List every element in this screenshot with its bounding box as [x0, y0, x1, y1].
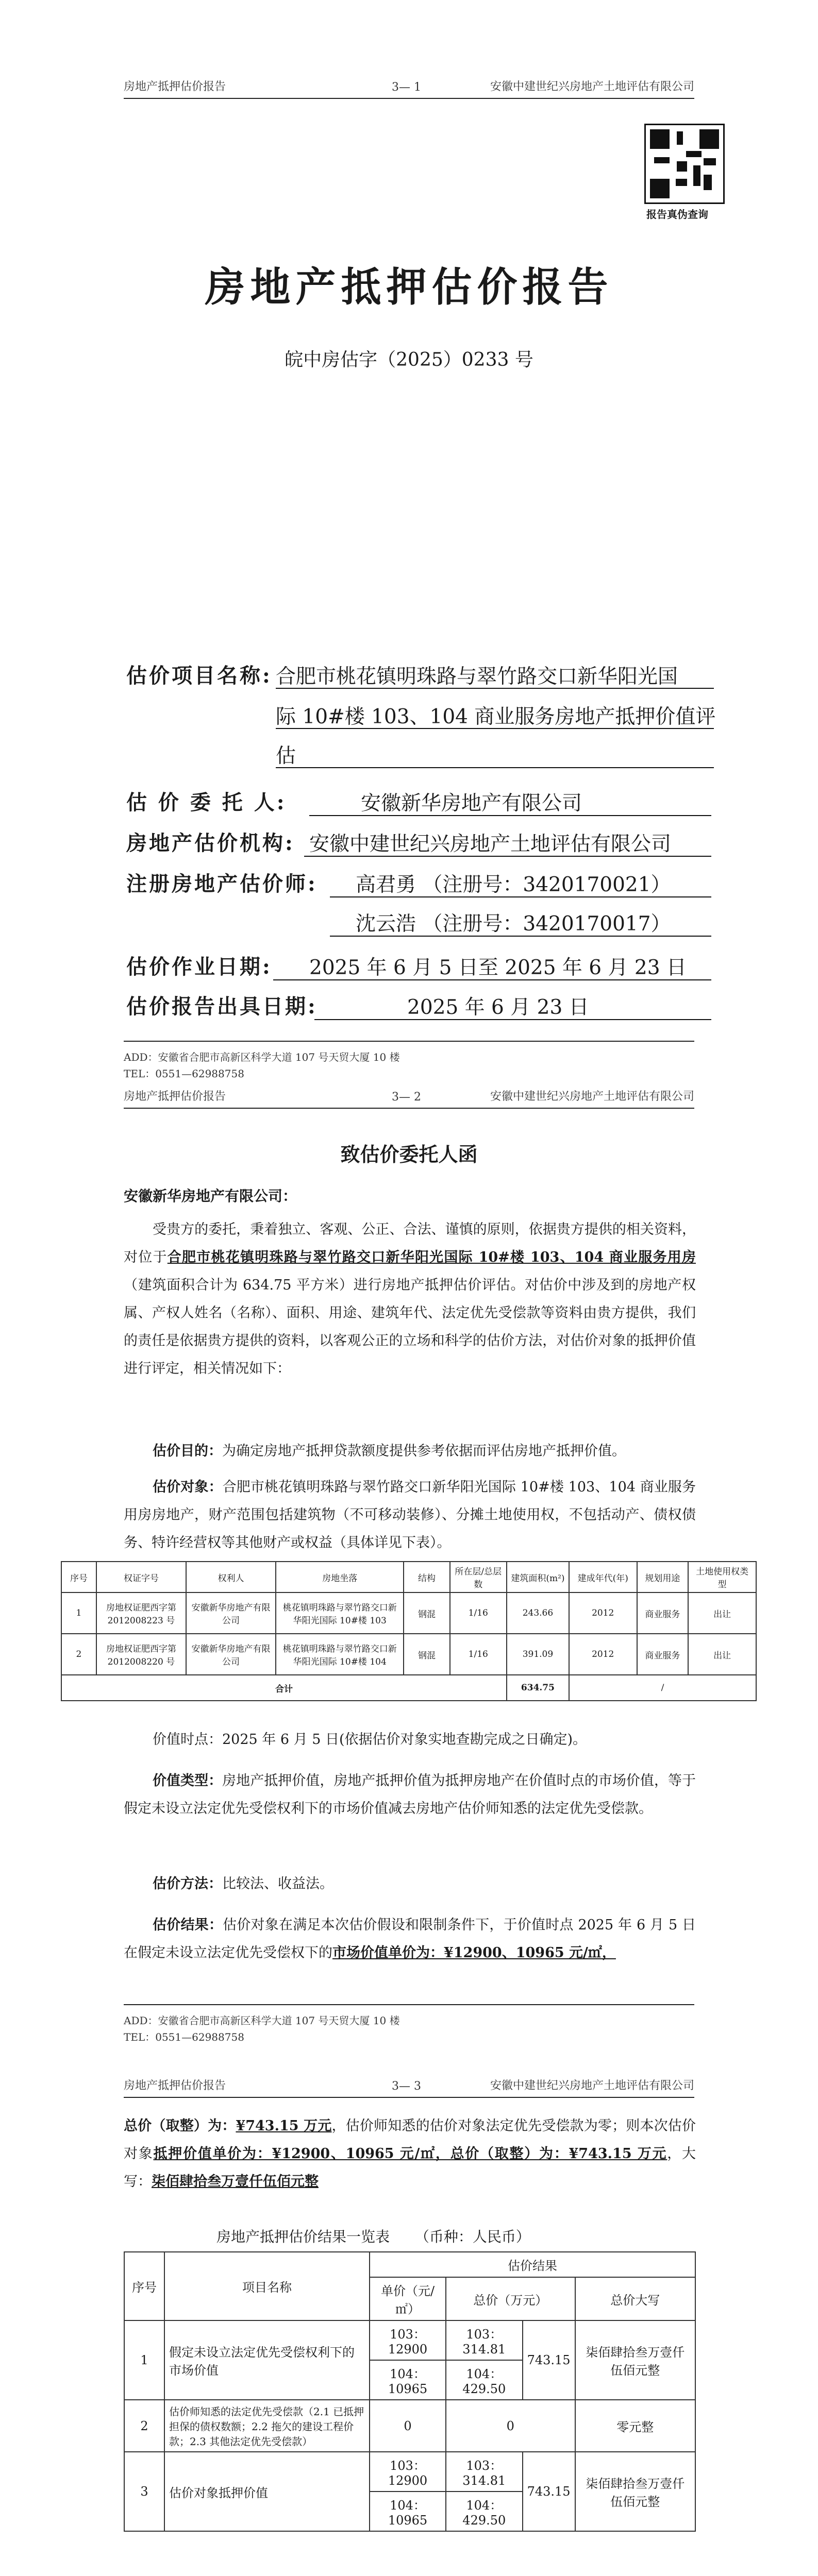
value-date-text: 价值时点：2025 年 6 月 5 日(依据估价对象实地查勘完成之日确定)。 [153, 1732, 587, 1748]
result-unit-price: 市场价值单价为：¥12900、10965 元/㎡， [332, 1945, 616, 1961]
cell: 桃花镇明珠路与翠竹路交口新华阳光国际 10#楼 104 [276, 1634, 404, 1675]
method-label: 估价方法： [153, 1876, 222, 1892]
result-table-unit: （币种：人民币） [414, 2228, 530, 2245]
th-structure: 结构 [404, 1562, 449, 1592]
underline [276, 767, 714, 768]
page-footer [124, 2004, 694, 2045]
cell: 2012 [569, 1592, 637, 1634]
value-type-label: 价值类型： [153, 1773, 223, 1789]
table-row [124, 2320, 695, 2400]
appraiser-1: 高君勇 （注册号：3420170021） [356, 873, 671, 896]
cell: 1 [61, 1592, 96, 1634]
underline [309, 815, 711, 816]
cell: 钢混 [404, 1592, 449, 1634]
total-caps: 柒佰肆拾叁万壹仟伍佰元整 [152, 2174, 319, 2190]
header-right: 安徽中建世纪兴房地产土地评估有限公司 [490, 1090, 694, 1103]
client-label: 估 价 委 托 人: [126, 790, 287, 815]
qr-caption: 报告真伪查询 [646, 208, 708, 221]
project-name-line2: 际 10#楼 103、104 商业服务房地产抵押价值评 [276, 705, 716, 728]
table-row [61, 1592, 756, 1634]
cell: 商业服务 [637, 1634, 689, 1675]
page-header [124, 1087, 694, 1109]
report-title: 房地产抵押估价报告 [205, 264, 613, 311]
th-area: 建筑面积(m²) [507, 1562, 569, 1592]
result-para [124, 1911, 696, 1967]
issue-date: 2025 年 6 月 23 日 [407, 996, 589, 1019]
cell: 1/16 [450, 1592, 507, 1634]
org-value: 安徽中建世纪兴房地产土地评估有限公司 [309, 833, 672, 856]
page-summary [0, 2076, 818, 2576]
object-para [124, 1473, 696, 1557]
page-header [124, 2076, 694, 2098]
project-name-line1: 合肥市桃花镇明珠路与翠竹路交口新华阳光国 [276, 665, 678, 688]
header-left: 房地产抵押估价报告 [124, 80, 226, 93]
th-use: 规划用途 [637, 1562, 689, 1592]
work-date: 2025 年 6 月 5 日至 2025 年 6 月 23 日 [309, 956, 687, 979]
value-type-text: 房地产抵押价值，房地产抵押价值为抵押房地产在价值时点的市场价值，等于假定未设立法定优先受偿权利下的市场价值减去房地产估价师知悉的法定优先受偿款。 [124, 1773, 696, 1817]
total-text: ，估价师知悉的估价对象法定优先受偿款为零；则本次估价对象 [124, 2118, 696, 2162]
cell: 商业服务 [637, 1592, 689, 1634]
appraiser-label: 注册房地产估价师: [126, 872, 318, 896]
cell: 391.09 [507, 1634, 569, 1675]
result-table [124, 2251, 696, 2532]
underline [304, 856, 711, 857]
th-cert: 权证字号 [96, 1562, 186, 1592]
th-caps: 总价大写 [575, 2277, 695, 2320]
th-year: 建成年代(年) [569, 1562, 637, 1592]
total-104: 104：429.50 [462, 2367, 506, 2396]
page-footer [124, 1041, 694, 1082]
cell-total-sum: 743.15 [523, 2452, 575, 2531]
cell-item: 假定未设立法定优先受偿权利下的市场价值 [164, 2320, 370, 2400]
cell-caps: 柒佰肆拾叁万壹仟伍佰元整 [575, 2452, 695, 2531]
client-value: 安徽新华房地产有限公司 [361, 792, 582, 815]
value-date-para [124, 1726, 696, 1754]
value-type-para [124, 1767, 696, 1823]
cell: 2 [61, 1634, 96, 1675]
table-row [124, 2400, 695, 2452]
th-total: 总价（万元） [446, 2277, 575, 2320]
property-table [61, 1561, 757, 1701]
cell-item: 估价师知悉的法定优先受偿款（2.1 已抵押担保的债权数额；2.2 拖欠的建设工程价款；2.3 其他法定优先受偿款） [164, 2400, 370, 2452]
qr-code-icon[interactable] [644, 124, 725, 204]
method-text: 比较法、收益法。 [222, 1876, 333, 1892]
object-label: 估价对象： [153, 1479, 223, 1495]
letter-addressee: 安徽新华房地产有限公司： [124, 1188, 297, 1205]
result-table-title-text: 房地产抵押估价结果一览表 [216, 2228, 390, 2245]
cell-total-sum: 743.15 [523, 2320, 575, 2400]
cell-unit-price [370, 2320, 446, 2400]
underline [314, 1019, 711, 1020]
table-total-row [61, 1675, 756, 1701]
cell: 房地权证肥西字第 2012008220 号 [96, 1634, 186, 1675]
intro-subject: 合肥市桃花镇明珠路与翠竹路交口新华阳光国际 10#楼 103、104 商业服务用房 [167, 1249, 696, 1265]
th-owner: 权利人 [186, 1562, 276, 1592]
header-right: 安徽中建世纪兴房地产土地评估有限公司 [490, 80, 694, 93]
total-104: 104：429.50 [462, 2498, 506, 2528]
purpose-para [124, 1437, 696, 1465]
letter-title: 致估价委托人函 [340, 1143, 478, 1166]
th-result: 估价结果 [370, 2252, 695, 2277]
project-name-line3: 估 [276, 744, 296, 768]
header-page-no: 3— 3 [392, 2080, 421, 2093]
th-floor: 所在层/总层数 [450, 1562, 507, 1592]
header-left: 房地产抵押估价报告 [124, 2079, 226, 2092]
result-text: 估价对象在满足本次估价假设和限制条件下，于价值时点 2025 年 6 月 5 日在假定未设立法定优先受偿权下的 [124, 1917, 696, 1961]
total-value-para [124, 2112, 696, 2196]
page-cover [0, 0, 818, 1080]
price-103: 103：12900 [370, 2321, 445, 2361]
underline [276, 688, 714, 689]
cell: 2012 [569, 1634, 637, 1675]
purpose-label: 估价目的： [153, 1443, 222, 1459]
page-letter [0, 1087, 818, 2117]
issue-date-label: 估价报告出具日期: [126, 994, 318, 1019]
table-row [61, 1634, 756, 1675]
intro-text-rest: （建筑面积合计为 634.75 平方米）进行房地产抵押估价评估。对估价中涉及到的房地产权属、产权人姓名（名称）、面积、用途、建筑年代、法定优先受偿款等资料由贵方提供，我们的责任是依据贵方提供的资料，以客观公正的立场和科学的估价方法，对估价对象的抵押价值进行评定，相关情况如下： [124, 1277, 696, 1377]
document-number: 皖中房估字（2025）0233 号 [285, 349, 533, 370]
result-table-title [216, 2226, 530, 2246]
result-label: 估价结果： [153, 1917, 223, 1933]
page-header [124, 77, 694, 99]
cell-index: 3 [124, 2452, 164, 2531]
work-date-label: 估价作业日期: [126, 955, 272, 979]
cell-total-split [446, 2320, 523, 2400]
price-104: 104：10965 [388, 2367, 428, 2396]
cell: 安徽新华房地产有限公司 [186, 1634, 276, 1675]
project-label: 估价项目名称: [126, 664, 272, 688]
header-left: 房地产抵押估价报告 [124, 1090, 226, 1103]
total-label: 合计 [61, 1675, 507, 1701]
cell-total-split [446, 2452, 523, 2531]
cell-unit-price [370, 2452, 446, 2531]
table-row [124, 2452, 695, 2531]
total-103: 103：314.81 [446, 2452, 522, 2492]
cell-item: 估价对象抵押价值 [164, 2452, 370, 2531]
underline [273, 979, 711, 980]
header-page-no: 3— 1 [392, 81, 421, 94]
header-page-no: 3— 2 [392, 1091, 421, 1104]
cell: 钢混 [404, 1634, 449, 1675]
cell-caps: 零元整 [575, 2400, 695, 2452]
underline [330, 896, 711, 897]
total-label: 总价（取整）为： [124, 2118, 236, 2134]
cell-total: 0 [446, 2400, 575, 2452]
th-item: 项目名称 [164, 2252, 370, 2320]
total-area: 634.75 [507, 1675, 569, 1701]
th-unit-price: 单价（元/㎡） [370, 2277, 446, 2320]
table-header-row [61, 1562, 756, 1592]
th-address: 房地坐落 [276, 1562, 404, 1592]
total-103: 103：314.81 [446, 2321, 522, 2361]
cell: 安徽新华房地产有限公司 [186, 1592, 276, 1634]
total-slash: / [569, 1675, 756, 1701]
cell: 房地权证肥西字第 2012008223 号 [96, 1592, 186, 1634]
underline [276, 728, 714, 729]
caps-prefix: ，大写： [124, 2146, 696, 2190]
underline [330, 936, 711, 937]
th-land: 土地使用权类型 [688, 1562, 756, 1592]
intro-text: 受贵方的委托，秉着独立、客观、公正、合法、谨慎的原则，依据贵方提供的相关资料，对位于 [124, 1222, 696, 1265]
footer-tel: TEL：0551—62988758 [124, 1067, 244, 1080]
price-103: 103：12900 [370, 2452, 445, 2492]
th-index: 序号 [61, 1562, 96, 1592]
footer-tel: TEL：0551—62988758 [124, 2031, 244, 2043]
header-right: 安徽中建世纪兴房地产土地评估有限公司 [490, 2079, 694, 2092]
cell: 桃花镇明珠路与翠竹路交口新华阳光国际 10#楼 103 [276, 1592, 404, 1634]
footer-address: ADD：安徽省合肥市高新区科学大道 107 号天贸大厦 10 楼 [124, 2014, 400, 2027]
letter-intro [124, 1216, 696, 1383]
price-104: 104：10965 [388, 2498, 428, 2528]
cell: 1/16 [450, 1634, 507, 1675]
th-index: 序号 [124, 2252, 164, 2320]
method-para [124, 1870, 696, 1898]
appraiser-2: 沈云浩 （注册号：3420170017） [356, 912, 671, 936]
org-label: 房地产估价机构: [126, 831, 295, 855]
cell-index: 2 [124, 2400, 164, 2452]
cell-index: 1 [124, 2320, 164, 2400]
cell: 出让 [688, 1634, 756, 1675]
footer-address: ADD：安徽省合肥市高新区科学大道 107 号天贸大厦 10 楼 [124, 1051, 400, 1063]
table-header-row [124, 2252, 695, 2277]
purpose-text: 为确定房地产抵押贷款额度提供参考依据而评估房地产抵押价值。 [222, 1443, 626, 1459]
cell-unit-price: 0 [370, 2400, 446, 2452]
cell-caps: 柒佰肆拾叁万壹仟伍佰元整 [575, 2320, 695, 2400]
cell: 243.66 [507, 1592, 569, 1634]
cell: 出让 [688, 1592, 756, 1634]
total-amount: ¥743.15 万元 [236, 2118, 332, 2134]
mortgage-value: 抵押价值单价为：¥12900、10965 元/㎡，总价（取整）为：¥743.15 万元 [153, 2146, 667, 2162]
object-text: 合肥市桃花镇明珠路与翠竹路交口新华阳光国际 10#楼 103、104 商业服务用房房地产，财产范围包括建筑物（不可移动装修）、分摊土地使用权，不包括动产、债权债务、特许经营权等其他财产或权益（具体详见下表）。 [124, 1479, 696, 1551]
